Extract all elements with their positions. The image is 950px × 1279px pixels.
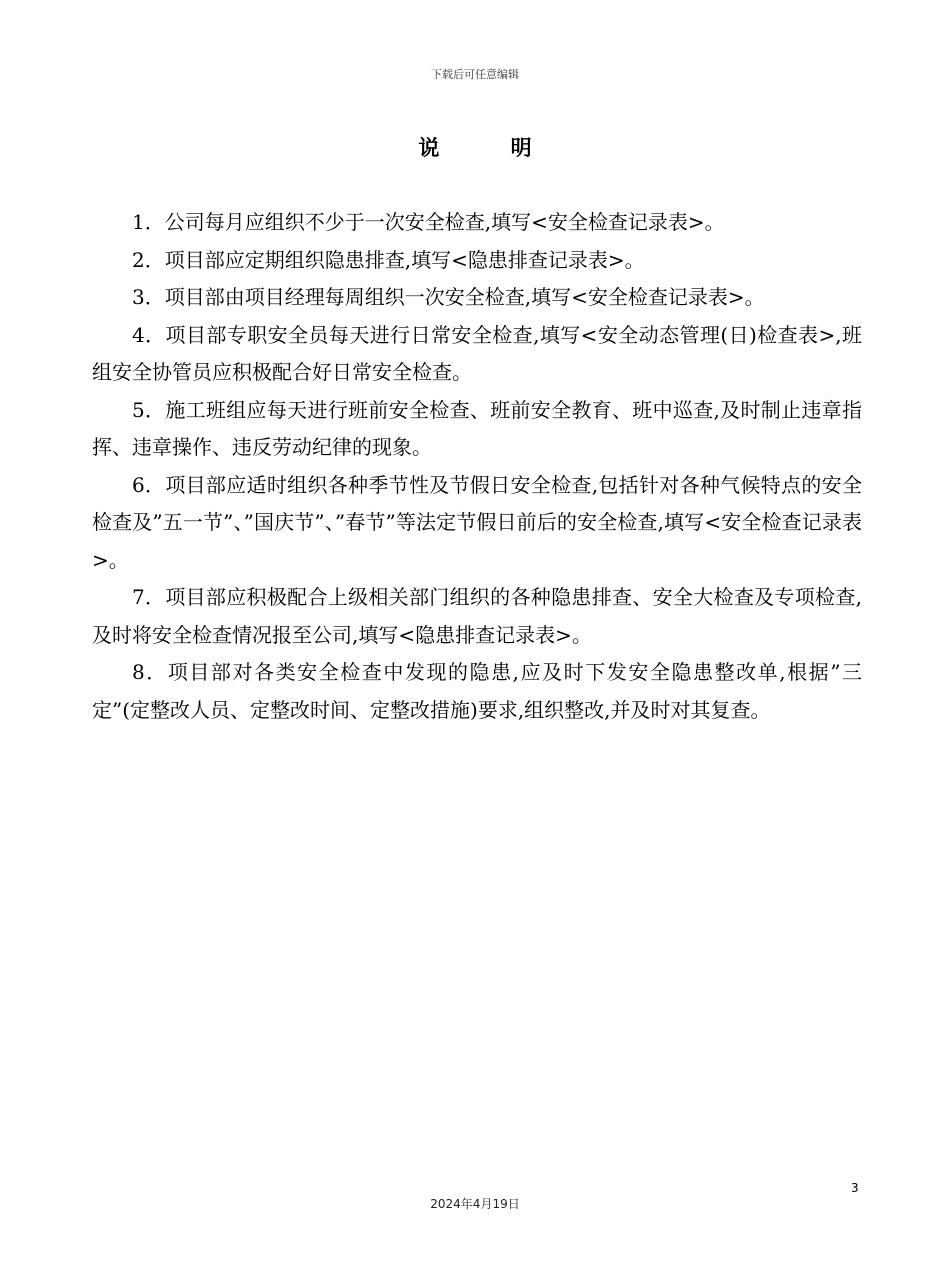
paragraph-6: 6．项目部应适时组织各种季节性及节假日安全检查,包括针对各种气候特点的安全检查及”五一节”、”国庆节”、”春节”等法定节假日前后的安全检查,填写<安全检查记录表>。	[92, 472, 862, 572]
footer-date: 2024年4月19日	[430, 1197, 520, 1211]
paragraph-5: 5．施工班组应每天进行班前安全检查、班前安全教育、班中巡查,及时制止违章指挥、违章操作、违反劳动纪律的现象。	[92, 397, 862, 459]
paragraph-7: 7．项目部应积极配合上级相关部门组织的各种隐患排查、安全大检查及专项检查,及时将安全检查情况报至公司,填写<隐患排查记录表>。	[92, 585, 862, 647]
document-body	[92, 204, 862, 729]
paragraph-4: 4．项目部专职安全员每天进行日常安全检查,填写<安全动态管理(日)检查表>,班组安全协管员应积极配合好日常安全检查。	[92, 322, 862, 384]
paragraph-8: 8．项目部对各类安全检查中发现的隐患,应及时下发安全隐患整改单,根据”三定”(定整改人员、定整改时间、定整改措施)要求,组织整改,并及时对其复查。	[92, 660, 862, 722]
paragraph-3: 3．项目部由项目经理每周组织一次安全检查,填写<安全检查记录表>。	[132, 285, 765, 309]
page-number: 3	[851, 1181, 859, 1195]
paragraph-2: 2．项目部应定期组织隐患排查,填写<隐患排查记录表>。	[132, 247, 645, 272]
paragraph-1: 1．公司每月应组织不少于一次安全检查,填写<安全检查记录表>。	[132, 210, 725, 234]
document-title: 说 明	[418, 135, 564, 160]
header-note: 下载后可任意编辑	[431, 68, 519, 81]
